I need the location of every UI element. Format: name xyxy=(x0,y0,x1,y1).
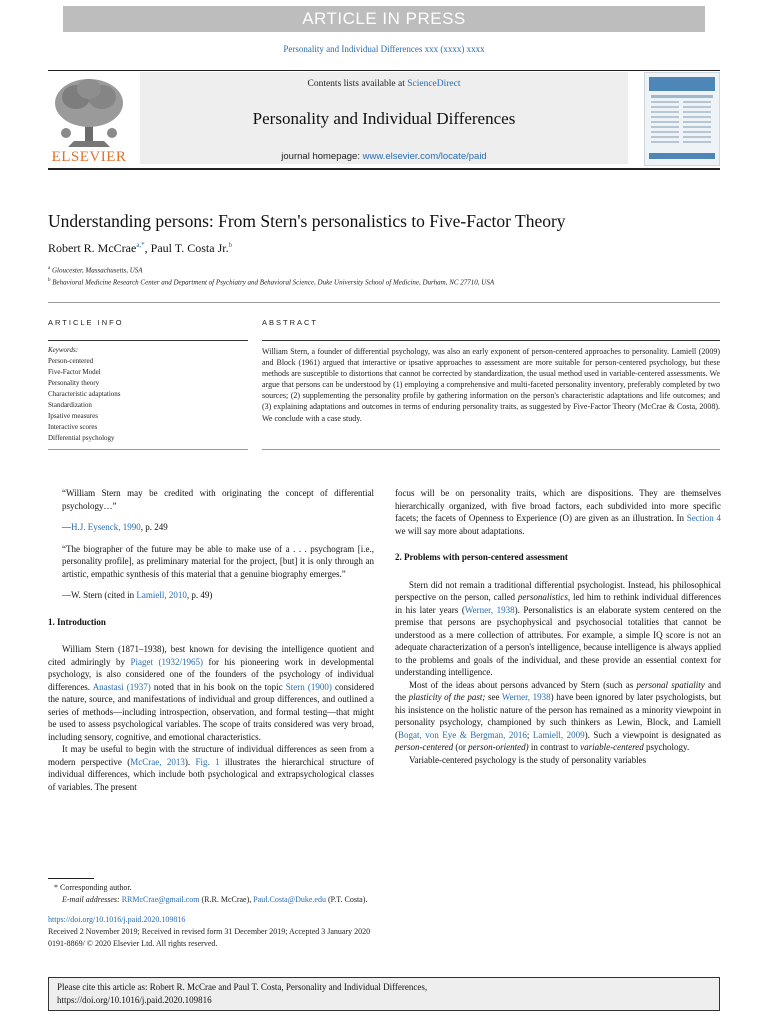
ref-bogat-2016[interactable]: Bogat, von Eye & Bergman, 2016 xyxy=(398,729,527,740)
epigraph-source-2: —W. Stern (cited in Lamiell, 2010, p. 49) xyxy=(62,590,213,600)
sciencedirect-link[interactable]: ScienceDirect xyxy=(407,79,461,89)
ref-stern-1900[interactable]: Stern (1900) xyxy=(285,681,332,692)
journal-cover-icon xyxy=(645,73,719,165)
footnote-rule xyxy=(48,878,94,879)
article-info-bottom-rule xyxy=(48,449,248,450)
keyword: Person-centered xyxy=(48,357,94,365)
ref-werner-1938[interactable]: Werner, 1938 xyxy=(464,604,515,615)
body-column-left xyxy=(48,487,374,793)
keyword: Interactive scores xyxy=(48,423,98,431)
author-costa[interactable]: Paul T. Costa Jr. xyxy=(150,241,229,255)
email-mccrae-link[interactable]: RRMcCrae@gmail.com xyxy=(121,895,200,904)
ref-lamiell-2010[interactable]: Lamiell, 2010 xyxy=(136,590,187,600)
contents-line: Contents lists available at ScienceDirect xyxy=(307,79,461,89)
keyword: Standardization xyxy=(48,401,92,409)
epigraph-source-1: —H.J. Eysenck, 1990, p. 249 xyxy=(62,522,168,532)
affiliation-b: $^b$ Behavioral Medicine Research Center and Department of Psychiatry and Behavioral Science, Duke University School of Medicine, Durham, NC 27710, USA xyxy=(48,278,495,287)
keyword: Personality theory xyxy=(48,379,100,387)
ref-werner-1938-b[interactable]: Werner, 1938 xyxy=(501,692,551,702)
section-2-paragraph-1: Stern did not remain a traditional differential psychologist. Instead, his philosophical perspective on the person, called personalistics, led him to rethink individual differences in his later years (Werner, 1938). Personalistics is an elaborate system centered on the premise that persons are psychophysical and psychosocial totalities that cannot be understood as a mere collection of attributes. For example, a simple IQ score is not an adequate characterization of a person's intelligence, because intelligence is always applied to the problems and goals of the individual, and these provide an essential context for understanding intelligence. xyxy=(395,579,722,677)
journal-homepage-line: journal homepage: www.elsevier.com/locate/paid xyxy=(281,151,487,162)
affiliation-a: $^a$ Gloucester, Massachusetts, USA xyxy=(48,266,143,275)
journal-cover-image xyxy=(644,72,720,166)
section-2-paragraph-3: Variable-centered psychology is the study of personality variables xyxy=(409,754,647,765)
author-mccrae[interactable]: Robert R. McCrae xyxy=(48,241,137,255)
ref-anastasi[interactable]: Anastasi (1937) xyxy=(92,681,151,692)
intro-paragraph-1: William Stern (1871–1938), best known for devising the intelligence quotient and cited admiringly by Piaget (1932/1965) for his pioneering work in developmental psychology, is also considered one of the founders of the psychology of individual differences. Anastasi (1937) noted that in his book on the topic Stern (1900) considered the nature, source, and manifestations of individual and group differences, and outlined a series of methods—including introspection, observation, and formal testing—that might be used to assess psychological variables. The scope of traits considered was very broad, including sensory, cognitive, and emotional characteristics. xyxy=(48,644,374,742)
ref-mccrae-2013[interactable]: McCrae, 2013 xyxy=(130,756,185,767)
body-column-right xyxy=(395,487,721,766)
section-2-paragraph-2: Most of the ideas about persons advanced by Stern (such as personal spatiality and the plasticity of the past; see Werner, 1938) have been ignored by later psychologists, but his insistence on the holistic nature of the person has remained as a minority viewpoint in personality psychology, championed by such thinkers as Lewin, Block, and Lamiell (Bogat, von Eye & Bergman, 2016; Lamiell, 2009). Such a viewpoint is designated as person-centered (or person-oriented) in contrast to variable-centered psychology. xyxy=(395,679,721,752)
doi-link[interactable]: https://doi.org/10.1016/j.paid.2020.109816 xyxy=(48,915,186,924)
tree-icon xyxy=(48,75,130,151)
abstract-text: William Stern, a founder of differential psychology, was also an early exponent of person-centered approaches to personality. Lamiell (2009) and Block (1961) argued that interactive or ipsative approaches to assessment are more suitable for person-centered psychology, but these methods are susceptible to distortions that cannot be corrected by standardization, the usual method used in variable-centered assessments. We argue that persons can be understood by (1) employing a comprehensive and multi-faceted personality inventory, preferably completed by two sources; (2) supplementing the personality profile by gathering information on the person's characteristic adaptations and life outcomes; and (3) explaining adaptations and outcomes in terms of enduring personality traits, as suggested by Five-Factor Theory (McCrae & Costa, 2008). We conclude with a case study. xyxy=(262,347,720,423)
abstract-heading: ABSTRACT xyxy=(262,318,319,327)
keyword: Differential psychology xyxy=(48,434,115,442)
copyright-line: 0191-8869/ © 2020 Elsevier Ltd. All rights reserved. xyxy=(48,939,218,948)
ref-fig-1[interactable]: Fig. 1 xyxy=(195,756,220,767)
keyword: Characteristic adaptations xyxy=(48,390,121,398)
publisher-name: ELSEVIER xyxy=(51,149,127,165)
author1-affiliation-mark[interactable]: a,* xyxy=(136,241,145,249)
intro-paragraph-2: It may be useful to begin with the structure of individual differences as seen from a modern perspective (McCrae, 2013). Fig. 1 illustrates the hierarchical structure of individual differences, which include both psychological and extrapsychological classes of variables. The present xyxy=(48,744,374,792)
epigraph-quote-1: “William Stern may be credited with originating the concept of differential psychology…” xyxy=(62,488,374,511)
ref-lamiell-2009[interactable]: Lamiell, 2009 xyxy=(532,729,585,740)
corresponding-author-note: * Corresponding author. xyxy=(54,883,132,892)
citation-line-1: Please cite this article as: Robert R. McCrae and Paul T. Costa, Personality and Individual Differences, xyxy=(57,982,428,992)
ref-piaget[interactable]: Piaget (1932/1965) xyxy=(130,656,203,667)
journal-reference-link[interactable]: Personality and Individual Differences xxx (xxxx) xxxx xyxy=(283,44,485,54)
journal-title: Personality and Individual Differences xyxy=(252,109,516,128)
header-top-rule xyxy=(48,70,720,71)
keyword: Ipsative measures xyxy=(48,412,98,420)
article-info-heading: ARTICLE INFO xyxy=(48,318,124,327)
ref-section-4[interactable]: Section 4 xyxy=(686,513,722,523)
abstract-bottom-rule xyxy=(262,449,720,450)
author-list: Robert R. McCrae$^{a,*}$, Paul T. Costa Jr.$^b$ xyxy=(48,241,233,255)
email-costa-link[interactable]: Paul.Costa@Duke.edu xyxy=(253,895,326,904)
article-in-press-banner: ARTICLE IN PRESS xyxy=(63,6,705,32)
section-1-heading: 1. Introduction xyxy=(48,616,106,627)
citation-doi[interactable]: https://doi.org/10.1016/j.paid.2020.109816 xyxy=(57,994,212,1005)
ref-eysenck-1990[interactable]: H.J. Eysenck, 1990 xyxy=(71,522,141,532)
email-addresses: E-mail addresses: RRMcCrae@gmail.com (R.R. McCrae), Paul.Costa@Duke.edu (P.T. Costa). xyxy=(62,895,368,904)
section-2-heading: 2. Problems with person-centered assessment xyxy=(395,552,568,562)
article-info-rule xyxy=(48,340,248,341)
header-bottom-rule xyxy=(48,168,720,170)
abstract-rule xyxy=(262,340,720,341)
keywords-label: Keywords: xyxy=(48,346,79,354)
citation-box xyxy=(48,977,720,1011)
author2-affiliation-mark[interactable]: b xyxy=(228,241,233,249)
affiliation-rule xyxy=(48,302,720,303)
journal-homepage-link[interactable]: www.elsevier.com/locate/paid xyxy=(362,151,487,162)
epigraph-quote-2: “The biographer of the future may be able to make use of a . . . psychogram [i.e., personality profile], as preliminary material for the project, [but] it is only through an artistic, empathic synthesis of this material that a genuine biography emerges.” xyxy=(62,543,374,579)
continued-paragraph: focus will be on personality traits, which are dispositions. They are themselves hierarchically organized, with five broad factors, each subdivided into more specific facets; the facets of Openness to Experience (O) are given as an illustration. In Section 4 we will say more about adaptations. xyxy=(395,488,722,536)
article-title: Understanding persons: From Stern's personalistics to Five-Factor Theory xyxy=(48,211,566,231)
received-dates: Received 2 November 2019; Received in revised form 31 December 2019; Accepted 3 January 2020 xyxy=(48,927,371,936)
keyword: Five-Factor Model xyxy=(48,368,101,376)
